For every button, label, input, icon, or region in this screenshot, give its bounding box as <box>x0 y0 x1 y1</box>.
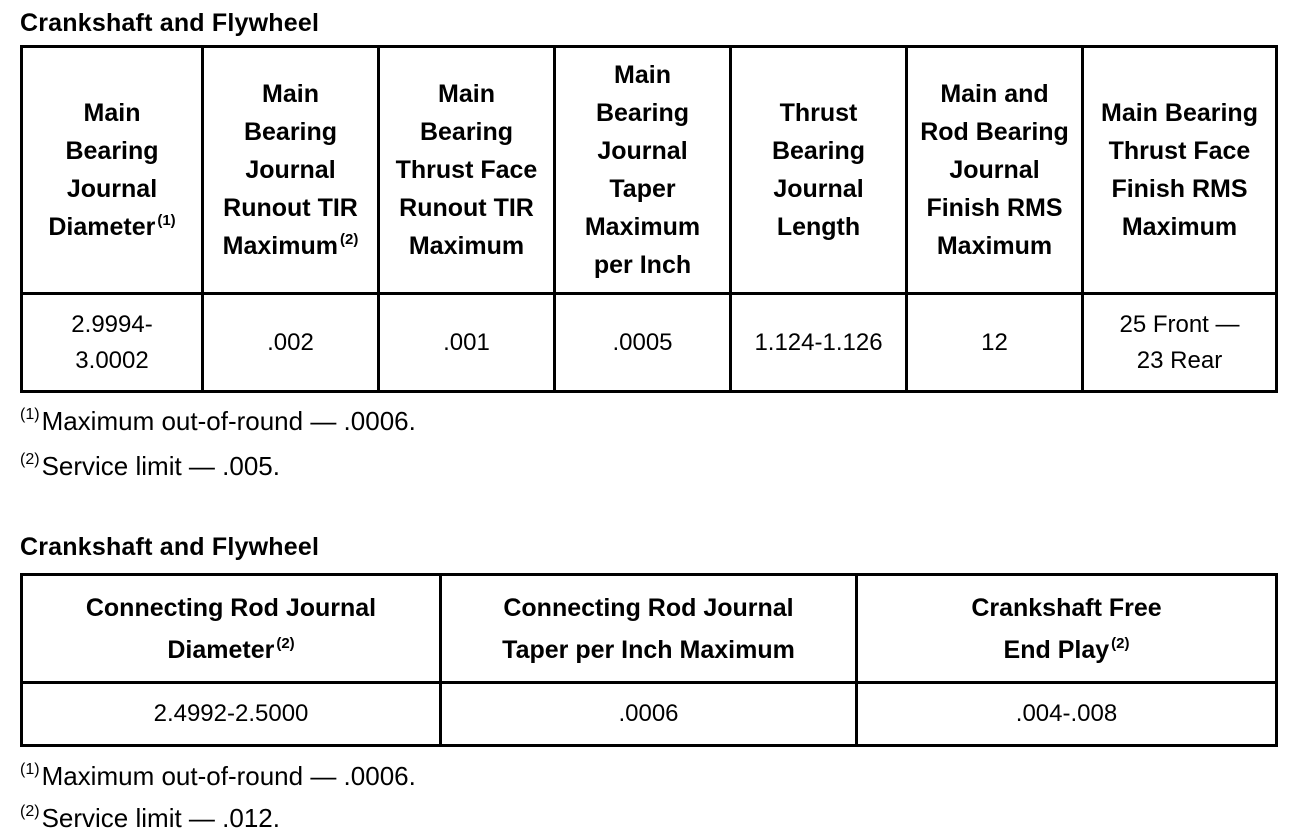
value-main-bearing-journal-runout: .002 <box>203 294 379 392</box>
footnote-1 <box>20 406 416 436</box>
header-line: Main <box>614 61 671 89</box>
footnote-marker: (2) <box>20 803 40 820</box>
connecting-rod-spec-table <box>20 573 1278 747</box>
header-connecting-rod-journal-diameter <box>22 575 441 683</box>
value-line: 23 Rear <box>1136 346 1223 374</box>
value-line: 2.9994- <box>71 310 153 338</box>
footnote-marker: (1) <box>157 212 176 229</box>
header-line: End Play <box>1003 635 1110 664</box>
footnote-marker: (1) <box>20 761 40 778</box>
table-row <box>22 683 1277 746</box>
header-line: Bearing <box>419 118 514 146</box>
header-line: Thrust Face <box>395 156 538 184</box>
value-main-bearing-journal-diameter <box>22 294 203 392</box>
header-line: per Inch <box>593 251 692 279</box>
header-main-bearing-journal-taper <box>555 47 731 294</box>
table-header-row <box>22 575 1277 683</box>
value-connecting-rod-journal-diameter: 2.4992-2.5000 <box>22 683 441 746</box>
header-line: Maximum <box>408 232 525 260</box>
value-main-bearing-thrust-face-runout: .001 <box>379 294 555 392</box>
header-line: Maximum <box>222 232 338 260</box>
header-line: Rod Bearing <box>920 118 1069 146</box>
header-line: Bearing <box>243 118 338 146</box>
header-line-with-footnote <box>862 629 1271 671</box>
header-line-with-footnote <box>208 227 373 265</box>
value-connecting-rod-journal-taper: .0006 <box>441 683 857 746</box>
header-line: Main <box>262 80 319 108</box>
header-line: Thrust <box>779 99 858 127</box>
header-line: Diameter <box>167 635 275 664</box>
footnote-marker: (1) <box>20 406 40 423</box>
header-connecting-rod-journal-taper <box>441 575 857 683</box>
header-line: Maximum <box>584 213 701 241</box>
header-line: Bearing <box>771 137 866 165</box>
value-line: 25 Front — <box>1119 310 1240 338</box>
header-line: Journal <box>597 137 688 165</box>
value-crankshaft-free-end-play: .004-.008 <box>857 683 1277 746</box>
header-line: Length <box>776 213 861 241</box>
footnote-marker: (2) <box>339 231 359 248</box>
header-line: Thrust Face <box>1108 137 1251 165</box>
header-line: Journal <box>949 156 1040 184</box>
header-line: Runout TIR <box>399 194 534 222</box>
header-line: Main <box>83 99 141 127</box>
value-main-bearing-journal-taper: .0005 <box>555 294 731 392</box>
value-thrust-bearing-journal-length: 1.124-1.126 <box>731 294 907 392</box>
footnote-1 <box>20 761 416 791</box>
header-line: Maximum <box>1121 213 1238 241</box>
header-line: Finish RMS <box>1111 175 1248 203</box>
header-line: Taper per Inch Maximum <box>502 635 795 664</box>
header-line: Maximum <box>936 232 1053 260</box>
footnote-2 <box>20 451 280 481</box>
footnote-text: Maximum out-of-round — .0006. <box>41 761 416 791</box>
header-line: Main and <box>940 80 1049 108</box>
header-line: Finish RMS <box>926 194 1063 222</box>
table-header-row <box>22 47 1277 294</box>
footnote-text: Service limit — .012. <box>41 803 280 833</box>
header-line: Taper <box>609 175 676 203</box>
header-main-bearing-thrust-face-finish <box>1083 47 1277 294</box>
header-main-bearing-journal-diameter <box>22 47 203 294</box>
header-line: Crankshaft Free <box>971 593 1162 622</box>
value-main-rod-bearing-finish: 12 <box>907 294 1083 392</box>
header-line: Connecting Rod Journal <box>85 593 377 622</box>
footnote-text: Maximum out-of-round — .0006. <box>41 406 416 436</box>
header-line: Runout TIR <box>223 194 358 222</box>
header-line: Main <box>438 80 495 108</box>
footnote-marker: (2) <box>20 451 40 468</box>
header-line-with-footnote <box>27 629 435 671</box>
section-title-crankshaft-flywheel: Crankshaft and Flywheel <box>20 533 320 561</box>
footnote-marker: (2) <box>276 634 295 652</box>
header-main-bearing-journal-runout <box>203 47 379 294</box>
header-line: Journal <box>66 175 158 203</box>
header-line: Connecting Rod Journal <box>503 593 794 622</box>
footnote-text: Service limit — .005. <box>41 451 280 481</box>
footnote-2 <box>20 803 280 833</box>
header-main-bearing-thrust-face-runout <box>379 47 555 294</box>
table-row <box>22 294 1277 392</box>
header-line-with-footnote <box>27 208 197 246</box>
header-line: Journal <box>773 175 864 203</box>
crankshaft-spec-table <box>20 45 1278 393</box>
footnote-marker: (2) <box>1111 634 1130 652</box>
header-crankshaft-free-end-play <box>857 575 1277 683</box>
section-title-crankshaft-flywheel: Crankshaft and Flywheel <box>20 9 320 37</box>
header-line: Diameter <box>48 213 156 241</box>
header-line: Journal <box>245 156 336 184</box>
header-main-rod-bearing-finish <box>907 47 1083 294</box>
header-line: Main Bearing <box>1101 99 1258 127</box>
header-line: Bearing <box>595 99 690 127</box>
header-thrust-bearing-journal-length <box>731 47 907 294</box>
value-line: 3.0002 <box>75 346 149 374</box>
header-line: Bearing <box>65 137 159 165</box>
value-main-bearing-thrust-face-finish <box>1083 294 1277 392</box>
